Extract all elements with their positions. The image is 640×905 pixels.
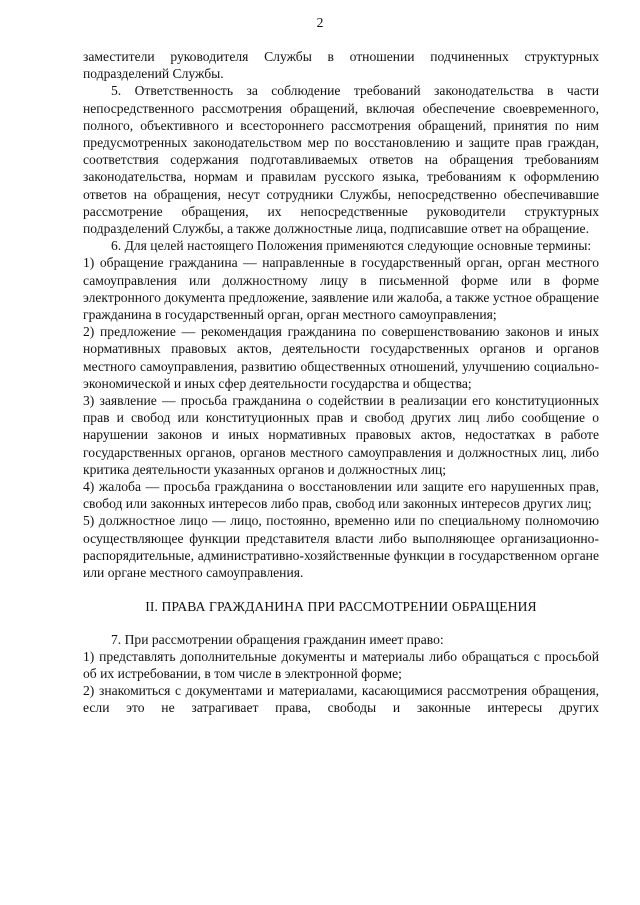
page-number: 2 (316, 15, 324, 30)
section-heading: II. ПРАВА ГРАЖДАНИНА ПРИ РАССМОТРЕНИИ ОБРАЩЕНИЯ (145, 599, 537, 615)
term-2-proposal: 2) предложение — рекомендация гражданина по совершенствованию законов и иных нормативных правовых актов, деятельности государственных органов и органов местного самоуправления, развитию общественных отношений, улучшению социально-экономической и иных сфер деятельности государства и общества; (83, 324, 599, 391)
paragraph-7: 7. При рассмотрении обращения гражданин имеет право: (111, 631, 444, 647)
paragraph-6: 6. Для целей настоящего Положения применяются следующие основные термины: (111, 238, 592, 254)
term-4-complaint: 4) жалоба — просьба гражданина о восстановлении или защите его нарушенных прав, свобод или законных интересов либо прав, свобод или законных интересов других лиц; (83, 479, 599, 512)
right-1: 1) представлять дополнительные документы и материалы либо обращаться с просьбой об их истребовании, в том числе в электронной форме; (83, 648, 599, 681)
paragraph-5: 5. Ответственность за соблюдение требований законодательства в части непосредственного рассмотрения обращений, включая обеспечение своевременного, полного, объективного и всестороннего рассмотрения обращений, принятия по ним предусмотренных законодательством мер по восстановлению и защите прав граждан, соответствия содержания подготавливаемых ответов на обращения требованиям законодательства, нормам и правилам русского языка, требованиям к оформлению ответов на обращения, несут сотрудники Службы, непосредственно обеспечивавшие рассмотрение обращения, их непосредственные руководители структурных подразделений Службы, а также должностные лица, подписавшие ответ на обращение. (83, 83, 599, 237)
document-body (83, 48, 599, 717)
term-1-appeal: 1) обращение гражданина — направленные в государственный орган, орган местного самоуправления или должностному лицу в письменной форме или в форме электронного документа предложение, заявление или жалоба, а также устное обращение гражданина в государственный орган, орган местного самоуправления; (83, 255, 599, 323)
right-2: 2) знакомиться с документами и материалами, касающимися рассмотрения обращения, если это не затрагивает права, свободы и законные интересы других (83, 683, 599, 716)
paragraph-continuation: заместители руководителя Службы в отношении подчиненных структурных подразделений Службы. (83, 49, 599, 82)
term-3-statement: 3) заявление — просьба гражданина о содействии в реализации его конституционных прав и свобод или конституционных прав и свобод других лиц либо сообщение о нарушении законов и иных нормативных правовых актов, недостатках в работе государственных органов, органов местного самоуправления и должностных лиц, либо критика деятельности указанных органов и должностных лиц; (83, 393, 599, 477)
term-5-official: 5) должностное лицо — лицо, постоянно, временно или по специальному полномочию осуществляющее функции представителя власти либо выполняющее организационно-распорядительные, административно-хозяйственные функции в государственном органе или органе местного самоуправления. (83, 513, 599, 581)
